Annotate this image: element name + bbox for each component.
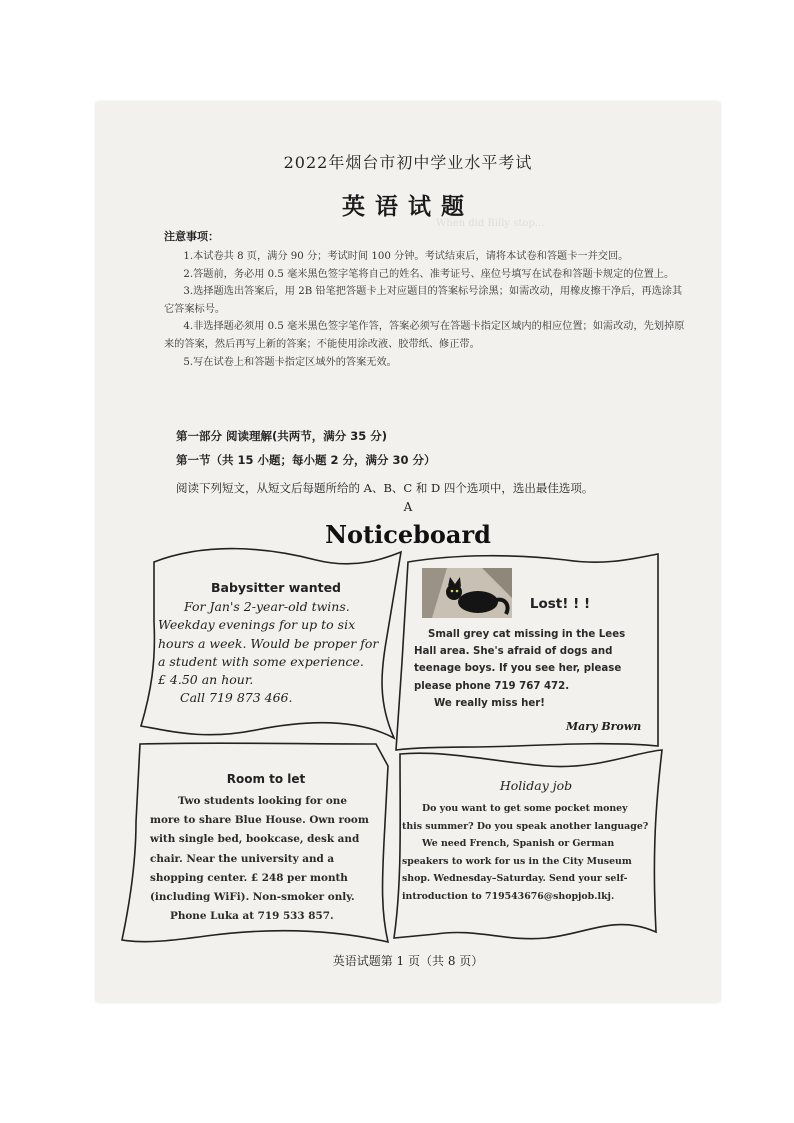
part-heading: 第一部分 阅读理解(共两节，满分 35 分) [176,429,388,443]
holiday-line: We need French, Spanish or German [422,838,615,850]
room-title: Room to let [226,772,306,786]
babysitter-line: For Jan's 2-year-old twins. [184,599,350,614]
room-line: Phone Luka at 719 533 857. [170,910,334,923]
lost-line: teenage boys. If you see her, please [414,663,622,675]
lost-line: We really miss her! [434,697,545,709]
section-heading: 第一节（共 15 小题；每小题 2 分，满分 30 分） [176,453,436,467]
babysitter-line: a student with some experience. [158,653,364,669]
room-line: (including WiFi). Non-smoker only. [150,891,355,904]
holiday-line: shop. Wednesday–Saturday. Send your self- [402,873,628,885]
lost-signature: Mary Brown [566,720,642,733]
reading-instruction: 阅读下列短文，从短文后每题所给的 A、B、C 和 D 四个选项中，选出最佳选项。 [176,481,594,495]
lost-line: please phone 719 767 472. [414,680,570,692]
lost-body [414,626,654,712]
black-cat-photo-icon [422,568,512,618]
room-body [150,792,376,926]
note-item: 1.本试卷共 8 页，满分 90 分；考试时间 100 分钟。考试结束后，请将本试卷和答题卡一并交回。 [183,251,629,262]
lost-line: Small grey cat missing in the Lees [428,629,626,640]
holiday-body [402,800,654,906]
holiday-line: speakers to work for us in the City Museum [402,855,632,867]
passage-letter: A [403,500,413,514]
lost-cat-photo [422,568,512,618]
note-item: 2.答题前，务必用 0.5 毫米黑色签字笔将自己的姓名、准考证号、座位号填写在试卷和答题卡规定的位置上。 [183,268,675,280]
babysitter-line: Weekday evenings for up to six [158,617,356,633]
room-line: with single bed, bookcase, desk and [150,833,360,846]
lost-line: Hall area. She's afraid of dogs and [414,646,613,658]
holiday-line: Do you want to get some pocket money [422,803,628,814]
notes-heading: 注意事项： [164,230,219,243]
lost-title: Lost! ! ! [529,596,591,612]
exam-paper [96,102,720,1002]
bleed-through-text: When did Billy stop... [436,218,545,229]
holiday-title: Holiday job [499,778,573,793]
babysitter-line: £ 4.50 an hour. [158,672,254,688]
note-item: 3.选择题选出答案后，用 2B 铅笔把答题卡上对应题目的答案标号涂黑；如需改动，用橡皮擦干净后，再选涂其它答案标号。 [164,286,683,315]
page-footer: 英语试题第 1 页（共 8 页） [332,954,484,968]
room-line: more to share Blue House. Own room [150,814,369,827]
babysitter-body [158,598,394,708]
holiday-line: introduction to 719543676@shopjob.lkj. [402,890,615,902]
room-line: shopping center. £ 248 per month [150,871,348,884]
subject-title: 英语试题 [342,193,474,220]
exam-title: 2022年烟台市初中学业水平考试 [283,153,533,172]
babysitter-title: Babysitter wanted [210,580,341,595]
room-line: chair. Near the university and a [150,852,335,865]
note-item: 4.非选择题必须用 0.5 毫米黑色签字笔作答，答案必须写在答题卡指定区域内的相应位置；如需改动，先划掉原来的答案，然后再写上新的答案；不能使用涂改液、胶带纸、修正带。 [164,321,685,350]
note-item: 5.写在试卷上和答题卡指定区域外的答案无效。 [183,356,397,368]
babysitter-line: hours a week. Would be proper for [158,635,379,651]
babysitter-line: Call 719 873 466. [180,690,293,706]
room-line: Two students looking for one [178,795,347,807]
holiday-line: this summer? Do you speak another language? [402,820,649,832]
noticeboard-title: Noticeboard [325,520,491,549]
